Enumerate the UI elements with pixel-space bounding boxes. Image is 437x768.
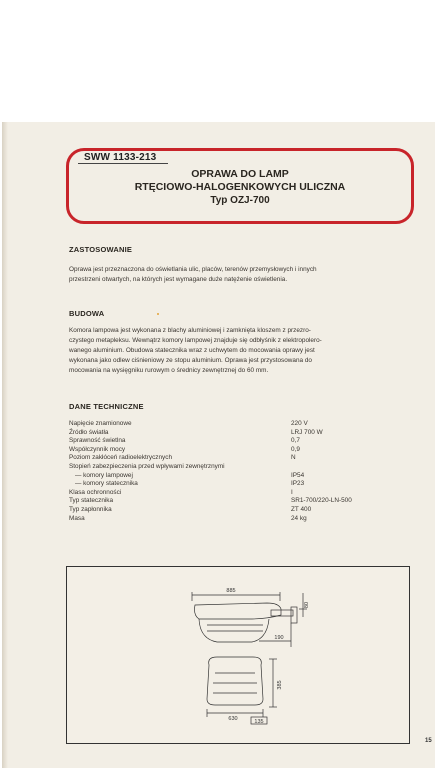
dim-label-630: 630 <box>228 716 238 722</box>
spec-row <box>69 497 369 506</box>
heading-budowa: BUDOWA <box>69 309 105 318</box>
spec-value: IP23 <box>291 480 305 488</box>
paragraph-zastosowanie <box>69 265 419 285</box>
page-number: 15 <box>425 738 432 744</box>
catalog-code: SWW 1133-213 <box>84 152 157 163</box>
spec-row <box>69 437 369 446</box>
spec-label: Współczynnik mocy <box>69 445 126 453</box>
dim-label-190: 190 <box>274 635 284 641</box>
spec-row <box>69 446 369 455</box>
spec-row <box>69 515 369 524</box>
ink-speck <box>157 313 159 315</box>
spec-row <box>69 489 369 498</box>
spec-row <box>69 506 369 515</box>
spec-row <box>69 472 369 481</box>
spec-label: — komory lampowej <box>75 471 133 479</box>
mounting-pipe <box>271 610 293 616</box>
technical-drawing <box>67 567 409 743</box>
spec-value: ZT 400 <box>291 505 312 513</box>
spec-label: Typ statecznika <box>69 497 114 505</box>
spec-row <box>69 454 369 463</box>
spec-row <box>69 463 369 472</box>
spec-label: Typ zapłonnika <box>69 505 112 513</box>
spec-value: IP54 <box>291 471 305 479</box>
spec-value: N <box>291 454 296 462</box>
spec-label: Masa <box>69 514 85 522</box>
heading-dane-techniczne: DANE TECHNICZNE <box>69 402 144 411</box>
spec-row <box>69 480 369 489</box>
text-line: wykonana jako odlew ciśnieniowy ze stopu aluminium. Oprawa jest przystosowana do <box>69 357 312 364</box>
spec-value: LRJ 700 W <box>291 428 323 436</box>
spec-value: 24 kg <box>291 514 307 522</box>
luminaire-side-housing <box>195 603 282 619</box>
page-title <box>120 168 360 207</box>
spec-row <box>69 429 369 438</box>
dim-label-385: 385 <box>277 680 283 690</box>
title-line-3: Typ OZJ-700 <box>210 195 270 206</box>
paragraph-budowa <box>69 326 419 376</box>
code-underline <box>78 163 168 164</box>
dim-label-80: 80 <box>304 601 310 609</box>
spec-label: — komory statecznika <box>75 480 138 488</box>
spec-value: 220 V <box>291 420 308 427</box>
heading-zastosowanie: ZASTOSOWANIE <box>69 245 133 254</box>
spec-table <box>69 420 369 523</box>
technical-drawing-frame <box>66 566 410 744</box>
text-line: Komora lampowa jest wykonana z blachy aluminiowej i zamknięta kloszem z przezro- <box>69 327 311 334</box>
luminaire-top-view <box>207 657 263 705</box>
text-line: wanego aluminium. Obudowa statecznika wraz z uchwytem do mocowania oprawy jest <box>69 347 315 354</box>
spec-value: 0,7 <box>291 437 300 445</box>
text-line: Oprawa jest przeznaczona do oświetlania ulic, placów, terenów przemysłowych i innych <box>69 266 317 273</box>
luminaire-side-lens <box>199 619 269 642</box>
dim-label-885: 885 <box>226 588 236 594</box>
spec-row <box>69 420 369 429</box>
dim-label-135: 135 <box>254 719 264 725</box>
spec-label: Źródło światła <box>69 428 109 436</box>
title-line-1: OPRAWA DO LAMP <box>191 168 289 180</box>
spec-value: 0,9 <box>291 445 300 453</box>
text-line: mocowania na wysięgniku rurowym o średnicy zewnętrznej do 60 mm. <box>69 367 269 374</box>
text-line: czystego metapleksu. Wewnątrz komory lampowej znajduje się odbłyśnik z elektropolero- <box>69 337 322 344</box>
spec-label: Napięcie znamionowe <box>69 420 132 427</box>
spec-label: Stopień zabezpieczenia przed wpływami zewnętrznymi <box>69 462 225 470</box>
spec-label: Poziom zakłóceń radioelektrycznych <box>69 454 173 462</box>
spec-value: SR1-700/220-LN-500 <box>291 497 352 505</box>
text-line: przestrzeni otwartych, na których jest wymagane duże natężenie oświetlenia. <box>69 276 288 283</box>
spec-value: I <box>291 488 293 496</box>
spec-label: Sprawność świetlna <box>69 437 126 445</box>
title-line-2: RTĘCIOWO-HALOGENKOWYCH ULICZNA <box>134 181 346 193</box>
spec-label: Klasa ochronności <box>69 488 122 496</box>
pipe-clamp <box>291 607 297 623</box>
